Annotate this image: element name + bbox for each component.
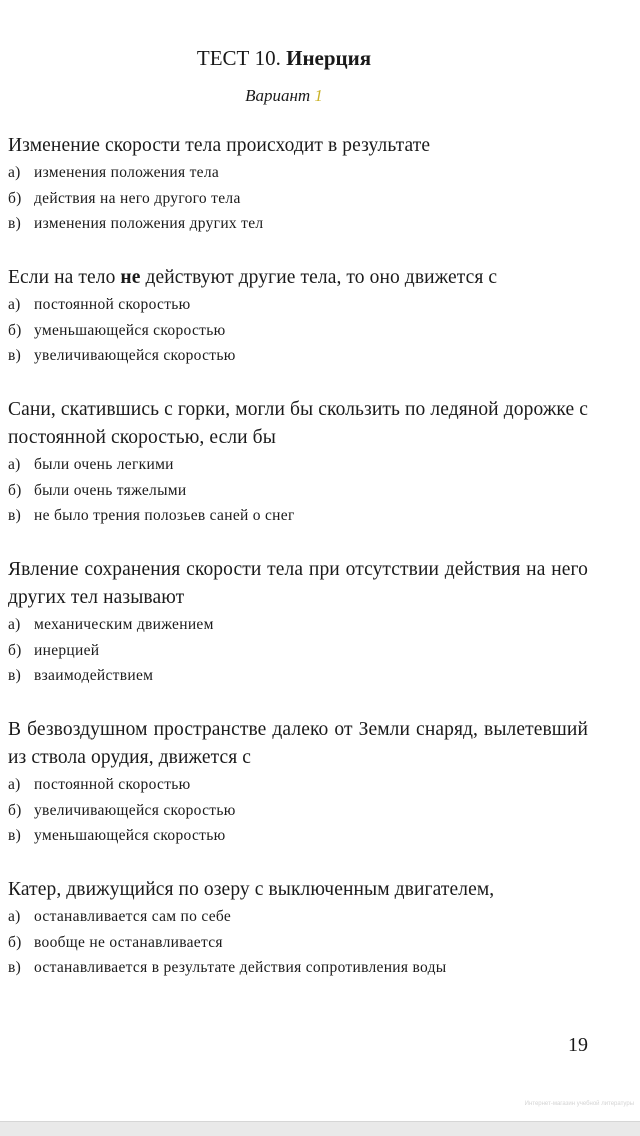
option-label: б) bbox=[8, 801, 22, 819]
variant-word: Вариант bbox=[245, 86, 311, 105]
test-title bbox=[0, 46, 568, 71]
option-text: изменения положения других тел bbox=[34, 215, 264, 232]
option-text: изменения положения тела bbox=[34, 164, 220, 181]
page-number: 19 bbox=[568, 1034, 588, 1056]
stem-part: Если на тело bbox=[8, 267, 121, 288]
answer-option bbox=[8, 160, 588, 186]
question-6 bbox=[8, 876, 588, 981]
option-text: действия на него другого тела bbox=[34, 189, 241, 207]
answer-option bbox=[8, 612, 588, 638]
option-text: были очень легкими bbox=[34, 456, 174, 473]
option-text: останавливается в результате действия сопротивления воды bbox=[34, 959, 447, 976]
test-title-prefix: ТЕСТ 10. bbox=[196, 46, 281, 70]
answer-option bbox=[8, 186, 588, 212]
answer-option bbox=[8, 663, 588, 689]
option-label: а) bbox=[8, 164, 21, 181]
question-stem: Сани, скатившись с горки, могли бы скользить по ледяной дорожке с постоянной скоростью, если бы bbox=[8, 399, 588, 448]
option-label: б) bbox=[8, 321, 22, 339]
option-label: а) bbox=[8, 456, 21, 473]
option-label: б) bbox=[8, 481, 22, 499]
option-text: механическим движением bbox=[34, 616, 214, 633]
question-1 bbox=[8, 132, 588, 237]
variant-label bbox=[0, 86, 568, 106]
option-label: в) bbox=[8, 667, 22, 684]
option-text: взаимодействием bbox=[34, 667, 154, 684]
question-3 bbox=[8, 396, 588, 529]
stem-part: действуют другие тела, то оно движется с bbox=[140, 267, 498, 288]
option-label: а) bbox=[8, 296, 21, 313]
question-2 bbox=[8, 264, 588, 369]
question-stem: Катер, движущийся по озеру с выключенным двигателем, bbox=[8, 879, 495, 900]
option-text: постоянной скоростью bbox=[34, 776, 191, 793]
answer-option bbox=[8, 772, 588, 798]
option-text: постоянной скоростью bbox=[34, 296, 191, 313]
option-label: а) bbox=[8, 616, 21, 633]
question-5 bbox=[8, 716, 588, 849]
option-text: уменьшающейся скоростью bbox=[34, 321, 226, 339]
answer-option bbox=[8, 211, 588, 237]
answer-option bbox=[8, 955, 588, 981]
question-stem: Явление сохранения скорости тела при отсутствии действия на него других тел называют bbox=[8, 559, 588, 608]
test-title-topic: Инерция bbox=[286, 46, 372, 70]
option-text: увеличивающейся скоростью bbox=[34, 801, 236, 819]
option-text: вообще не останавливается bbox=[34, 933, 223, 951]
option-label: в) bbox=[8, 215, 22, 232]
option-label: б) bbox=[8, 641, 22, 659]
question-4 bbox=[8, 556, 588, 689]
answer-option bbox=[8, 638, 588, 664]
answer-option bbox=[8, 292, 588, 318]
option-label: в) bbox=[8, 959, 22, 976]
stem-emphasis: не bbox=[120, 267, 141, 288]
option-text: инерцией bbox=[34, 641, 100, 659]
answer-option bbox=[8, 823, 588, 849]
answer-option bbox=[8, 503, 588, 529]
answer-option bbox=[8, 798, 588, 824]
option-text: не было трения полозьев саней о снег bbox=[34, 507, 295, 524]
option-label: в) bbox=[8, 507, 22, 524]
answer-option bbox=[8, 318, 588, 344]
answer-option bbox=[8, 452, 588, 478]
answer-option bbox=[8, 478, 588, 504]
option-label: а) bbox=[8, 908, 21, 925]
question-stem: Изменение скорости тела происходит в результате bbox=[8, 135, 431, 156]
option-label: в) bbox=[8, 827, 22, 844]
option-label: в) bbox=[8, 347, 22, 364]
variant-number: 1 bbox=[314, 86, 323, 105]
option-label: а) bbox=[8, 776, 21, 793]
answer-option bbox=[8, 904, 588, 930]
answer-option bbox=[8, 930, 588, 956]
question-stem: В безвоздушном пространстве далеко от Земли снаряд, вылетевший из ствола орудия, движется с bbox=[8, 719, 588, 768]
bottom-bar bbox=[0, 1121, 640, 1136]
question-stem bbox=[8, 264, 588, 292]
answer-option bbox=[8, 343, 588, 369]
option-text: уменьшающейся скоростью bbox=[34, 827, 226, 844]
option-text: увеличивающейся скоростью bbox=[34, 347, 236, 364]
option-label: б) bbox=[8, 189, 22, 207]
option-text: были очень тяжелыми bbox=[34, 481, 187, 499]
watermark-text: Интернет-магазин учебной литературы bbox=[524, 1101, 634, 1107]
option-label: б) bbox=[8, 933, 22, 951]
option-text: останавливается сам по себе bbox=[34, 908, 232, 925]
